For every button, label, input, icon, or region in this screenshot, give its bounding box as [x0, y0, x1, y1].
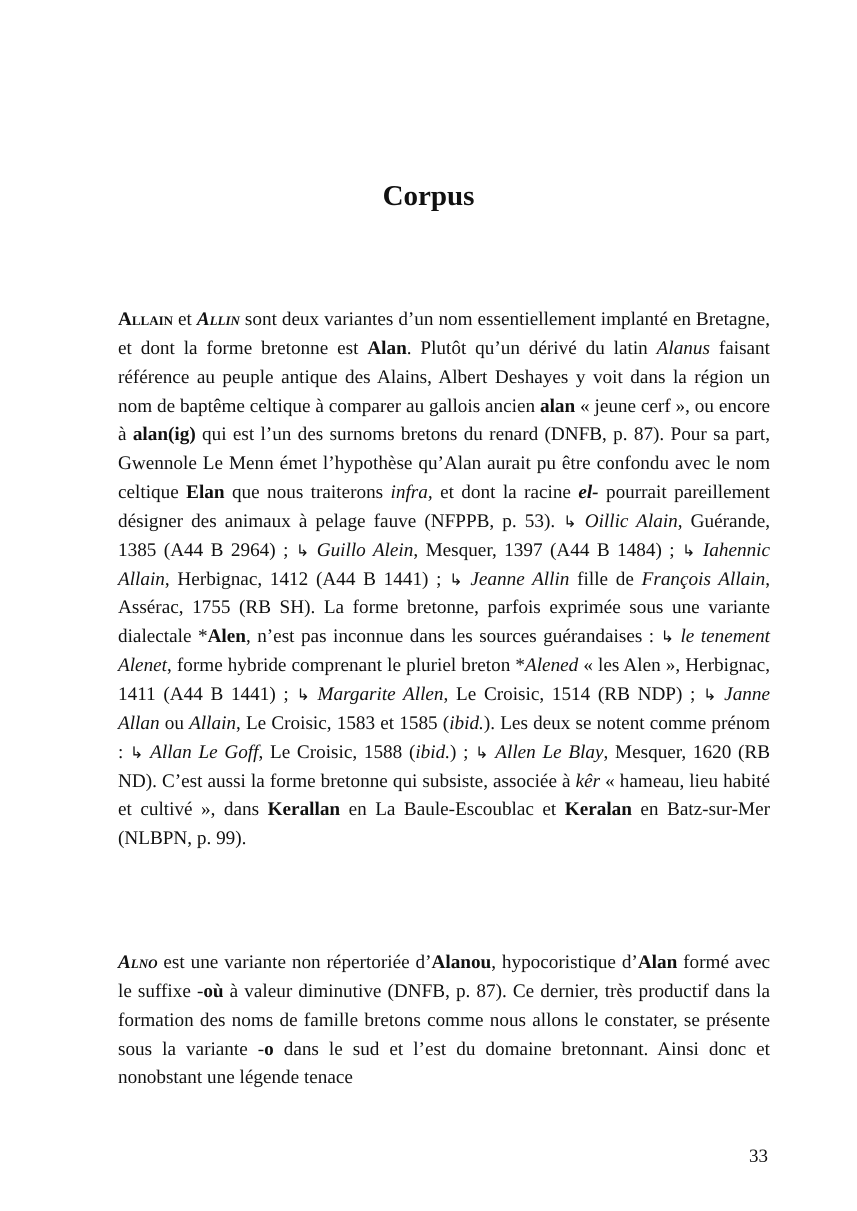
page-number: 33 [749, 1146, 768, 1167]
arrow-icon: ↳ [703, 684, 717, 704]
entry-alno: Alno est une variante non répertoriée d’Alanou, hypocoristique d’Alan formé avec le suffixe -où à valeur diminutive (DNFB, p. 87). Ce dernier, très productif dans la formation des noms de famille bretons comme nous allons le constater, se présente sous la variante -o dans le sud et l’est du domaine bretonnant. Ainsi donc et nonobstant une légende tenace [118, 952, 770, 1089]
entry-head: Allin [196, 309, 240, 330]
arrow-icon: ↳ [295, 540, 310, 560]
entry-allain: Allain et Allin sont deux variantes d’un nom essentiellement implanté en Bretagne, et dont la forme bretonne est Alan. Plutôt qu’un dérivé du latin Alanus faisant référence au peuple antique des Alains, Albert Deshayes y voit dans la région un nom de baptême celtique à comparer au gallois ancien alan « jeune cerf », ou encore à alan(ig) qui est l’un des surnoms bretons du renard (DNFB, p. 87). Pour sa part, Gwennole Le Menn émet l’hypothèse qu’Alan aurait pu être confondu avec le nom celtique Elan que nous traiterons infra, et dont la racine el- pourrait pareillement désigner des animaux à pelage fauve (NFPPB, p. 53). ↳ Oillic Alain, Guérande, 1385 (A44 B 2964) ; ↳ Guillo Alein, Mesquer, 1397 (A44 B 1484) ; ↳ Iahennic Allain, Herbignac, 1412 (A44 B 1441) ; ↳ Jeanne Allin fille de François Allain, Assérac, 1755 (RB SH). La forme bretonne, parfois exprimée sous une variante dialectale *Alen, n’est pas inconnue dans les sources guérandaises : ↳ le tenement Alenet, forme hybride comprenant le pluriel breton *Alened « les Alen », Herbignac, 1411 (A44 B 1441) ; ↳ Margarite Allen, Le Croisic, 1514 (RB NDP) ; ↳ Janne Allan ou Allain, Le Croisic, 1583 et 1585 (ibid.). Les deux se notent comme prénom : ↳ Allan Le Goff, Le Croisic, 1588 (ibid.) ; ↳ Allen Le Blay, Mesquer, 1620 (RB ND). C’est aussi la forme bretonne qui subsiste, associée à kêr « hameau, lieu habité et cultivé », dans Kerallan en La Baule-Escoublac et Keralan en Batz-sur-Mer (NLBPN, p. 99). [118, 309, 771, 850]
arrow-icon: ↳ [449, 569, 463, 589]
page-title: Corpus [382, 180, 475, 212]
entry-head: Allain [118, 309, 174, 330]
arrow-icon: ↳ [475, 742, 489, 762]
arrow-icon: ↳ [296, 684, 310, 704]
arrow-icon: ↳ [130, 742, 144, 762]
entry-head: Alno [118, 952, 158, 973]
arrow-icon: ↳ [682, 540, 696, 560]
arrow-icon: ↳ [660, 627, 674, 647]
arrow-icon: ↳ [563, 511, 577, 531]
